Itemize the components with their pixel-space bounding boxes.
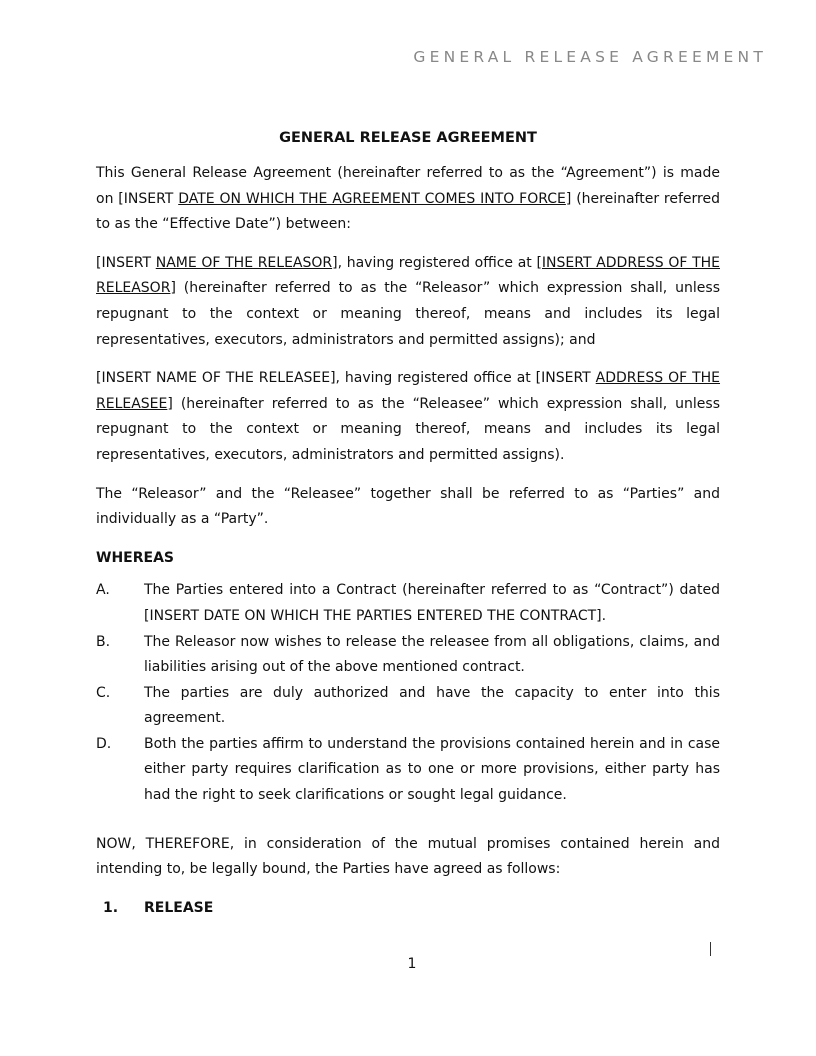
releasor-name-placeholder: NAME OF THE RELEASOR [155, 254, 333, 271]
recital-letter: C. [96, 684, 111, 701]
intro-text-a: This General Release Agreement (hereinafter referred to as the “Agreement”) is made on [INSERT [96, 165, 720, 207]
document-body [96, 128, 720, 921]
releasor-text-a: [INSERT [96, 254, 156, 271]
page-number: 1 [407, 956, 417, 972]
recital-text: The Releasor now wishes to release the releasee from all obligations, claims, and liabilities arising out of the above mentioned contract. [144, 633, 720, 676]
recital-text: The Parties entered into a Contract (hereinafter referred to as “Contract”) dated [INSERT DATE ON WHICH THE PARTIES ENTERED THE CONTRACT]. [144, 582, 720, 624]
now-therefore-paragraph: NOW, THEREFORE, in consideration of the mutual promises contained herein and intending to, be legally bound, the Parties have agreed as follows: [96, 835, 720, 878]
releasee-paragraph [96, 366, 720, 468]
clause-heading [96, 896, 720, 922]
releasor-address-placeholder: [INSERT ADDRESS OF THE RELEASOR [96, 254, 720, 297]
whereas-heading: WHEREAS [96, 549, 174, 566]
clause-number: 1. [103, 899, 119, 916]
running-header: GENERAL RELEASE AGREEMENT [413, 48, 767, 66]
releasor-text-c: ] (hereinafter referred to as the “Releasor” which expression shall, unless repugnant to the context or meaning thereof, means and includes its legal representatives, executors, administrators and permitted assigns); and [96, 280, 720, 348]
recital-letter: A. [96, 582, 110, 599]
clause-title: RELEASE [144, 899, 214, 916]
parties-paragraph: The “Releasor” and the “Releasee” together shall be referred to as “Parties” and individually as a “Party”. [96, 485, 720, 528]
recital-text: Both the parties affirm to understand the provisions contained herein and in case either party requires clarification as to one or more provisions, either party has had the right to seek clarifications or sought legal guidance. [144, 735, 720, 804]
releasee-address-placeholder: ADDRESS OF THE RELEASEE [96, 370, 721, 412]
intro-placeholder-date: DATE ON WHICH THE AGREEMENT COMES INTO FORCE [178, 190, 566, 207]
recital-text: The parties are duly authorized and have the capacity to enter into this agreement. [144, 684, 720, 727]
text-cursor [710, 942, 711, 956]
releasor-text-b: ], having registered office at [332, 254, 537, 271]
intro-paragraph [96, 161, 720, 238]
recital-item [96, 630, 720, 681]
releasee-text-b: ] (hereinafter referred to as the “Releasee” which expression shall, unless repugnant to the context or meaning thereof, means and includes its legal representatives, executors, administrators and permitted assigns). [96, 395, 720, 463]
recital-item [96, 578, 720, 629]
page-title: GENERAL RELEASE AGREEMENT [279, 130, 537, 146]
recital-letter: D. [96, 735, 112, 752]
intro-text-b: ] (hereinafter referred to as the “Effective Date”) between: [96, 190, 720, 233]
recital-item [96, 681, 720, 732]
releasor-paragraph [96, 251, 720, 353]
recitals-list [96, 578, 720, 808]
releasee-text-a: [INSERT NAME OF THE RELEASEE], having registered office at [INSERT [96, 370, 596, 387]
recital-item [96, 732, 720, 809]
recital-letter: B. [96, 633, 111, 650]
